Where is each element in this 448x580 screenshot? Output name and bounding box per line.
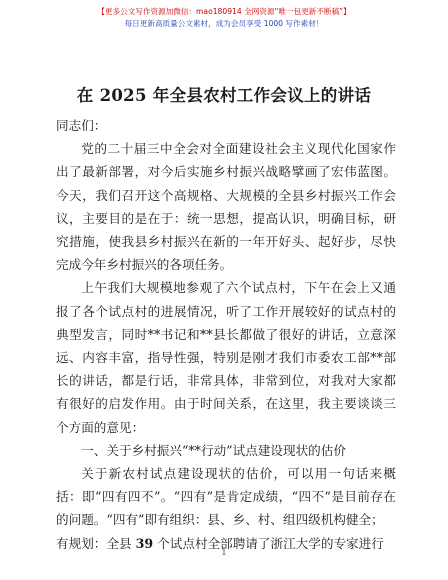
promo-banner-line-2: 每日更新高质量公文素材，成为会员享受 1000 写作素材！: [124, 19, 324, 28]
promo-banner: [0, 6, 448, 30]
page-number: 1: [221, 548, 227, 558]
section-paragraph-suffix: 个试点村全部聘请了浙江大学的专家进行: [157, 535, 384, 551]
document-body: [56, 114, 396, 555]
body-paragraph: 党的二十届三中全会对全面建设社会主义现代化国家作出了最新部署，对今后实施乡村振兴战略擘画了宏伟蓝图。今天，我们召开这个高规格、大规模的全县乡村振兴工作会议，主要目的是在于：统一思想，提高认识，明确目标，研究措施，使我县乡村振兴在新的一年开好头、起好步，尽快完成今年乡村振兴的各项任务。: [56, 141, 396, 273]
promo-banner-line-1: 【更多公文写作资源加微信：mao180914 全网资源“唯一包更新不断稿”】: [97, 7, 351, 16]
body-paragraph: 上午我们大规模地参观了六个试点村，下午在会上又通报了各个试点村的进展情况，听了工作开展较好的试点村的典型发言，同时**书记和**县长都做了很好的讲话，立意深远、内容丰富，指导性强，特别是刚才我们市委农工部**部长的讲话，都是行话，非常具体，非常到位，对我对大家都有很好的启发作用。由于时间关系，在这里，我主要谈谈三个方面的意见：: [56, 280, 396, 435]
section-paragraph: 关于新农村试点建设现状的估价，可以用一句话来概括：即“四有四不”。“四有”是肯定成绩，“四不”是目前存在的问题。“四有”即有组织：县、乡、村、组四级机构健全；: [56, 466, 396, 528]
section-paragraph-prefix: 有规划：全县: [56, 535, 132, 551]
section-heading: 一、关于乡村振兴“**行动”试点建设现状的估价: [81, 442, 346, 458]
document-title: 在 2025 年全县农村工作会议上的讲话: [76, 86, 372, 105]
salutation: 同志们：: [56, 118, 107, 133]
village-count: 39: [135, 535, 154, 551]
